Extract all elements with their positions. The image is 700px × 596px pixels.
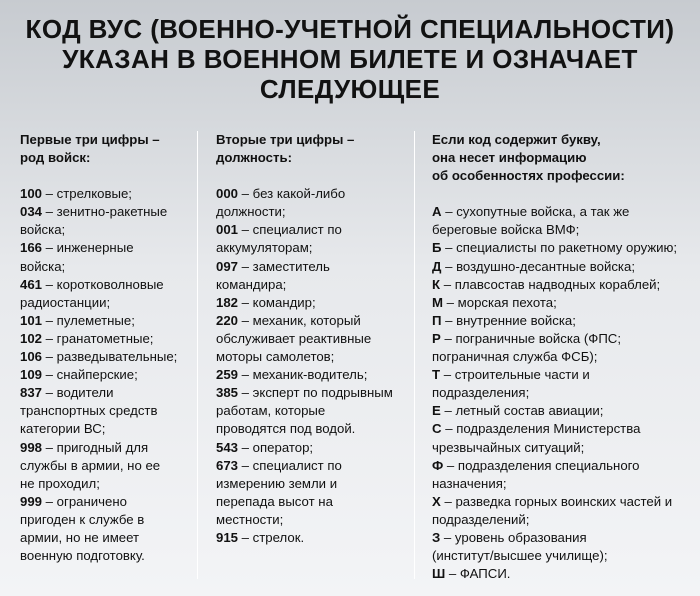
column-header-line: она несет информацию <box>432 150 587 166</box>
code-description: – ФАПСИ. <box>445 566 511 582</box>
code-entry-line <box>216 366 406 384</box>
column-divider-1 <box>197 131 198 579</box>
code-description: – пригодный для <box>42 439 149 455</box>
column-header-line: род войск: <box>20 150 91 166</box>
code-description: войска; <box>20 222 66 238</box>
code-entry-line <box>432 565 694 583</box>
code-value: 673 <box>216 457 239 473</box>
code-description: подразделений; <box>432 511 530 527</box>
code-entry-line <box>216 221 406 239</box>
code-description: измерению земли и <box>216 475 338 491</box>
code-value: Р <box>432 330 441 346</box>
code-entry-line <box>432 457 694 475</box>
code-value: 259 <box>216 367 239 383</box>
code-description: обслуживает реактивные <box>216 330 372 346</box>
code-entry-line <box>432 239 694 257</box>
code-value: М <box>432 294 443 310</box>
code-entry-line <box>20 420 195 438</box>
code-value: 998 <box>20 439 43 455</box>
code-entry-line <box>432 475 694 493</box>
code-entry-line <box>20 384 195 402</box>
title-line-1: КОД ВУС (ВОЕННО-УЧЕТНОЙ СПЕЦИАЛЬНОСТИ) <box>25 14 675 44</box>
code-description: – стрелковые; <box>42 186 132 202</box>
code-entry-line <box>20 457 195 475</box>
column-header-line: должность: <box>216 150 292 166</box>
code-description: – водители <box>42 385 114 401</box>
code-description: категории ВС; <box>20 421 106 437</box>
code-description: моторы самолетов; <box>216 349 335 365</box>
code-entry-line <box>432 366 694 384</box>
code-description: службы в армии, но ее <box>20 457 161 473</box>
code-description: военную подготовку. <box>20 548 145 564</box>
code-value: Ш <box>432 566 446 582</box>
code-description: – пулеметные; <box>42 312 135 328</box>
code-description: – воздушно-десантные войска; <box>441 258 635 274</box>
code-entry <box>20 239 195 275</box>
code-value: Е <box>432 403 441 419</box>
code-value: 001 <box>216 222 239 238</box>
column-header-line: об особенностях профессии: <box>432 168 625 184</box>
code-entry-line <box>432 402 694 420</box>
code-description: – заместитель <box>238 258 330 274</box>
code-description: – командир; <box>238 294 316 310</box>
code-entry-line <box>20 529 195 547</box>
code-entry-line <box>20 185 195 203</box>
code-description: (институт/высшее училище); <box>432 548 608 564</box>
code-value: 109 <box>20 367 43 383</box>
code-entry <box>216 439 406 457</box>
code-entry-line <box>216 420 406 438</box>
code-entry-line <box>20 511 195 529</box>
code-description: – уровень образования <box>440 529 587 545</box>
code-entry-line <box>432 529 694 547</box>
code-description: – гранатометные; <box>42 330 154 346</box>
code-entry-line <box>432 547 694 565</box>
code-entry <box>432 420 694 456</box>
code-description: – плавсостав надводных кораблей; <box>440 276 661 292</box>
code-entry <box>20 348 195 366</box>
page-title <box>0 14 700 104</box>
code-entry <box>216 366 406 384</box>
code-description: местности; <box>216 511 284 527</box>
code-description: – эксперт по подрывным <box>238 385 393 401</box>
code-description: – внутренние войска; <box>441 312 576 328</box>
code-entry-line <box>20 203 195 221</box>
code-entry-line <box>432 330 694 348</box>
code-value: С <box>432 421 442 437</box>
code-entry-line <box>20 475 195 493</box>
code-entry-line <box>216 475 406 493</box>
code-value: 182 <box>216 294 239 310</box>
code-value: 100 <box>20 186 43 202</box>
code-entry-line <box>20 348 195 366</box>
code-description: – зенитно-ракетные <box>42 204 168 220</box>
code-entry-line <box>432 258 694 276</box>
code-entry-line <box>432 312 694 330</box>
code-description: – стрелок. <box>238 529 305 545</box>
code-entry-line <box>20 312 195 330</box>
code-entry-line <box>432 511 694 529</box>
code-description: работам, которые <box>216 403 326 419</box>
code-entry-line <box>216 258 406 276</box>
code-description: – разведка горных воинских частей и <box>440 493 673 509</box>
code-description: – инженерные <box>42 240 134 256</box>
code-entry-line <box>432 348 694 366</box>
code-entry <box>216 221 406 257</box>
code-entry-line <box>216 239 406 257</box>
code-description: армии, но не имеет <box>20 529 140 545</box>
code-description: – подразделения Министерства <box>441 421 641 437</box>
code-description: командира; <box>216 276 287 292</box>
title-line-2: УКАЗАН В ВОЕННОМ БИЛЕТЕ И ОЗНАЧАЕТ <box>62 44 638 74</box>
code-entry-line <box>20 366 195 384</box>
code-description: – снайперские; <box>42 367 138 383</box>
code-description: войска; <box>20 258 66 274</box>
code-description: должности; <box>216 204 286 220</box>
code-entry <box>216 384 406 438</box>
code-value: З <box>432 529 441 545</box>
code-entry <box>216 294 406 312</box>
code-description: – подразделения специального <box>443 457 640 473</box>
code-entry-line <box>20 221 195 239</box>
code-description: – специалист по <box>238 222 342 238</box>
code-description: радиостанции; <box>20 294 111 310</box>
code-value: Х <box>432 493 441 509</box>
code-entry-line <box>20 402 195 420</box>
code-description: транспортных средств <box>20 403 158 419</box>
code-entry-line <box>216 185 406 203</box>
code-description: аккумуляторам; <box>216 240 313 256</box>
code-entry <box>432 312 694 330</box>
column-header <box>20 131 195 167</box>
code-entry-line <box>432 439 694 457</box>
title-line-3: СЛЕДУЮЩЕЕ <box>259 74 441 104</box>
code-description: назначения; <box>432 475 507 491</box>
code-entry <box>20 384 195 438</box>
code-entry-line <box>432 420 694 438</box>
code-description: – строительные части и <box>440 367 590 383</box>
code-entry-line <box>20 258 195 276</box>
code-description: – специалист по <box>238 457 342 473</box>
code-description: – без какой-либо <box>238 186 346 202</box>
code-entry-line <box>216 457 406 475</box>
code-entry-line <box>216 493 406 511</box>
code-value: 543 <box>216 439 239 455</box>
code-value: Д <box>432 258 442 274</box>
code-entry <box>432 294 694 312</box>
code-description: – оператор; <box>238 439 314 455</box>
code-description: не проходил; <box>20 475 100 491</box>
code-entry-line <box>20 547 195 565</box>
code-entry <box>432 565 694 583</box>
code-entry <box>20 439 195 493</box>
code-entry <box>20 330 195 348</box>
code-description: – механик, который <box>238 312 361 328</box>
code-entry-line <box>20 330 195 348</box>
code-description: – пограничные войска (ФПС; <box>440 330 621 346</box>
code-entry <box>432 258 694 276</box>
column-header <box>432 131 694 185</box>
code-description: перепада высот на <box>216 493 333 509</box>
code-entry-line <box>216 330 406 348</box>
code-entry <box>20 185 195 203</box>
column-header-line: Первые три цифры – <box>20 132 160 147</box>
code-entry <box>20 276 195 312</box>
column-position <box>216 131 406 547</box>
code-entry <box>216 258 406 294</box>
code-description: – механик-водитель; <box>238 367 368 383</box>
code-description: – морская пехота; <box>443 294 557 310</box>
column-header <box>216 131 406 167</box>
code-entry <box>432 330 694 366</box>
code-description: – коротковолновые <box>42 276 164 292</box>
code-entry <box>216 312 406 366</box>
code-value: 102 <box>20 330 43 346</box>
code-description: – сухопутные войска, а так же <box>441 204 630 220</box>
code-entry-line <box>216 294 406 312</box>
column-header-line: Вторые три цифры – <box>216 132 355 147</box>
code-entry <box>20 203 195 239</box>
code-entry-line <box>20 493 195 511</box>
code-entry-line <box>216 402 406 420</box>
code-description: подразделения; <box>432 385 530 401</box>
code-entry <box>20 366 195 384</box>
code-entry-line <box>432 276 694 294</box>
code-value: К <box>432 276 441 292</box>
code-entry-line <box>216 384 406 402</box>
code-entry-line <box>432 221 694 239</box>
code-entry <box>432 203 694 239</box>
code-entry <box>432 366 694 402</box>
code-entry-line <box>216 203 406 221</box>
column-letter-codes <box>432 131 694 583</box>
code-value: 000 <box>216 186 239 202</box>
code-entry <box>432 276 694 294</box>
column-divider-2 <box>414 131 415 579</box>
code-description: – разведывательные; <box>42 349 178 365</box>
code-entry <box>216 529 406 547</box>
code-entry-line <box>20 439 195 457</box>
code-value: 166 <box>20 240 43 256</box>
code-entry-line <box>216 439 406 457</box>
code-value: 385 <box>216 385 239 401</box>
code-entry-line <box>216 529 406 547</box>
code-value: П <box>432 312 442 328</box>
code-entry <box>432 529 694 565</box>
code-value: 106 <box>20 349 43 365</box>
code-entry <box>432 493 694 529</box>
code-description: береговые войска ВМФ; <box>432 222 580 238</box>
code-entry-line <box>432 493 694 511</box>
code-value: 915 <box>216 529 239 545</box>
code-value: 097 <box>216 258 239 274</box>
code-entry <box>216 185 406 221</box>
code-entry-line <box>432 294 694 312</box>
code-description: – летный состав авиации; <box>440 403 604 419</box>
code-entry-line <box>216 276 406 294</box>
code-value: А <box>432 204 442 220</box>
code-entry-line <box>432 203 694 221</box>
column-branch-of-service <box>20 131 195 565</box>
code-entry-line <box>216 312 406 330</box>
code-value: 999 <box>20 493 43 509</box>
code-description: – ограничено <box>42 493 127 509</box>
code-value: 461 <box>20 276 43 292</box>
code-description: пограничная служба ФСБ); <box>432 349 598 365</box>
code-value: Ф <box>432 457 444 473</box>
code-value: Т <box>432 367 441 383</box>
code-description: проводятся под водой. <box>216 421 356 437</box>
code-entry <box>432 457 694 493</box>
code-value: 220 <box>216 312 239 328</box>
column-header-line: Если код содержит букву, <box>432 132 601 147</box>
code-entry-line <box>20 276 195 294</box>
code-entry-line <box>216 348 406 366</box>
code-value: 101 <box>20 312 43 328</box>
code-entry <box>432 402 694 420</box>
code-entry-line <box>216 511 406 529</box>
code-entry <box>216 457 406 529</box>
code-value: 837 <box>20 385 43 401</box>
code-description: пригоден к службе в <box>20 511 145 527</box>
code-entry-line <box>20 239 195 257</box>
code-entry-line <box>432 384 694 402</box>
code-entry-line <box>20 294 195 312</box>
code-entry <box>432 239 694 257</box>
code-description: – специалисты по ракетному оружию; <box>441 240 678 256</box>
code-value: Б <box>432 240 442 256</box>
code-entry <box>20 493 195 565</box>
code-entry <box>20 312 195 330</box>
code-value: 034 <box>20 204 43 220</box>
code-description: чрезвычайных ситуаций; <box>432 439 585 455</box>
